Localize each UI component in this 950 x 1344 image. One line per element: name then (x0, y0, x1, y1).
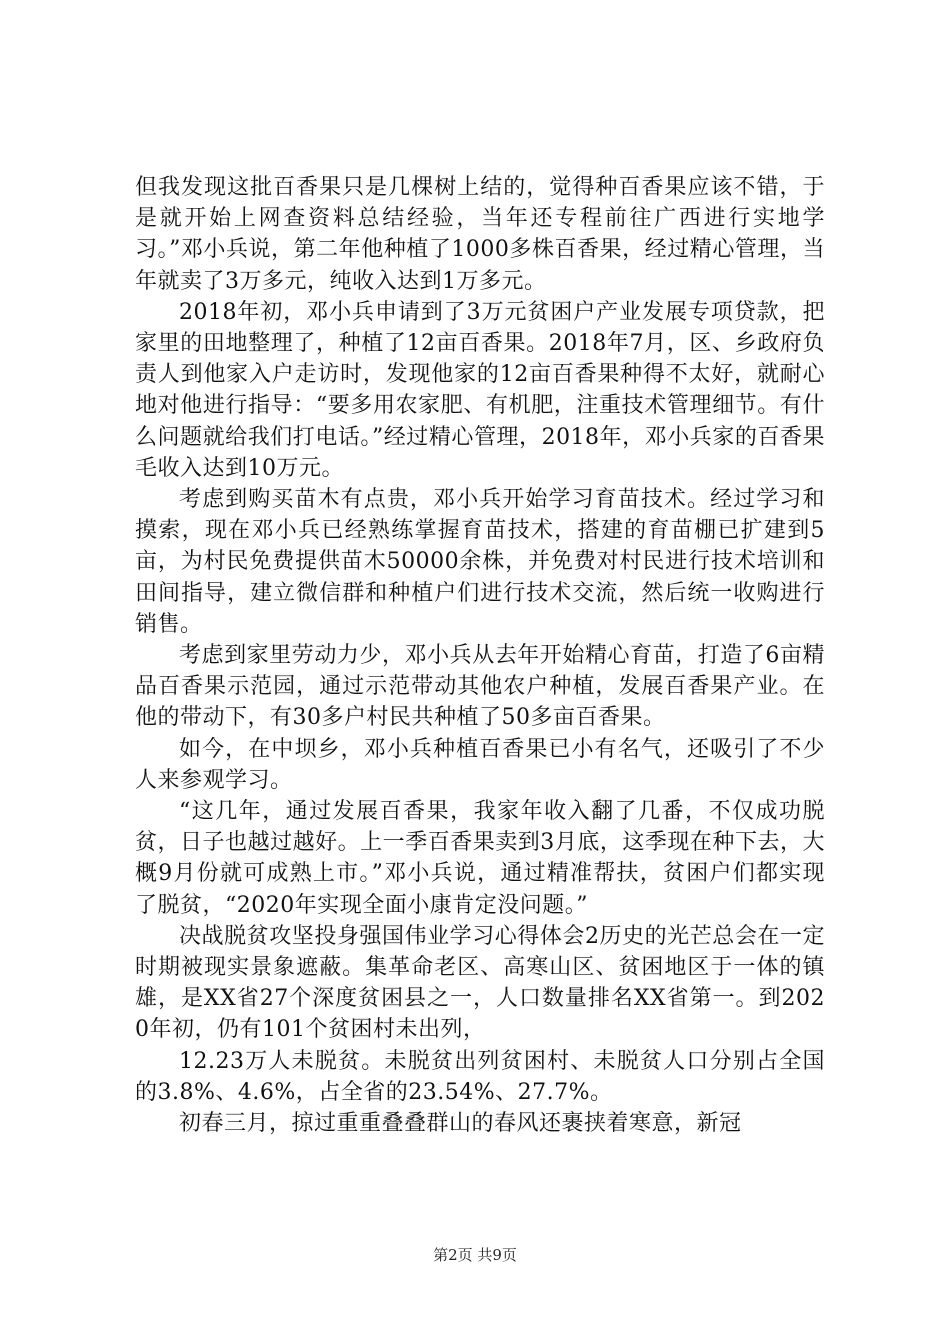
paragraph-1: 但我发现这批百香果只是几棵树上结的，觉得种百香果应该不错，于是就开始上网查资料总结经验，当年还专程前往广西进行实地学习。”邓小兵说，第二年他种植了1000多株百香果，经过精心管理，当年就卖了3万多元，纯收入达到1万多元。 (135, 175, 825, 294)
paragraph-5: 如今，在中坝乡，邓小兵种植百香果已小有名气，还吸引了不少人来参观学习。 (135, 736, 825, 793)
paragraph-3: 考虑到购买苗木有点贵，邓小兵开始学习育苗技术。经过学习和摸索，现在邓小兵已经熟练掌握育苗技术，搭建的育苗棚已扩建到5亩，为村民免费提供苗木50000余株，并免费对村民进行技术培训和田间指导，建立微信群和种植户们进行技术交流，然后统一收购进行销售。 (135, 487, 825, 637)
paragraph-8: 12.23万人未脱贫。未脱贫出列贫困村、未脱贫人口分别占全国的3.8%、4.6%，占全省的23.54%、27.7%。 (135, 1048, 825, 1105)
page-number: 第2页 (433, 1246, 473, 1264)
paragraph-2: 2018年初，邓小兵申请到了3万元贫困户产业发展专项贷款，把家里的田地整理了，种植了12亩百香果。2018年7月，区、乡政府负责人到他家入户走访时，发现他家的12亩百香果种得不太好，就耐心地对他进行指导：“要多用农家肥、有机肥，注重技术管理细节。有什么问题就给我们打电话。”经过精心管理，2018年，邓小兵家的百香果毛收入达到10万元。 (135, 299, 825, 481)
paragraph-9: 初春三月，掠过重重叠叠群山的春风还裹挟着寒意，新冠 (179, 1111, 742, 1137)
page-footer (0, 1244, 950, 1265)
paragraph-4: 考虑到家里劳动力少，邓小兵从去年开始精心育苗，打造了6亩精品百香果示范园，通过示范带动其他农户种植，发展百香果产业。在他的带动下，有30多户村民共种植了50多亩百香果。 (135, 643, 825, 731)
page-total: 共9页 (477, 1246, 517, 1264)
paragraph-6: “这几年，通过发展百香果，我家年收入翻了几番，不仅成功脱贫，日子也越过越好。上一季百香果卖到3月底，这季现在种下去，大概9月份就可成熟上市。”邓小兵说，通过精准帮扶，贫困户们都实现了脱贫，“2020年实现全面小康肯定没问题。” (135, 799, 825, 918)
document-body (135, 172, 825, 1139)
paragraph-7: 决战脱贫攻坚投身强国伟业学习心得体会2历史的光芒总会在一定时期被现实景象遮蔽。集革命老区、高寒山区、贫困地区于一体的镇雄，是XX省27个深度贫困县之一，人口数量排名XX省第一。到2020年初，仍有101个贫困村未出列， (135, 923, 825, 1043)
